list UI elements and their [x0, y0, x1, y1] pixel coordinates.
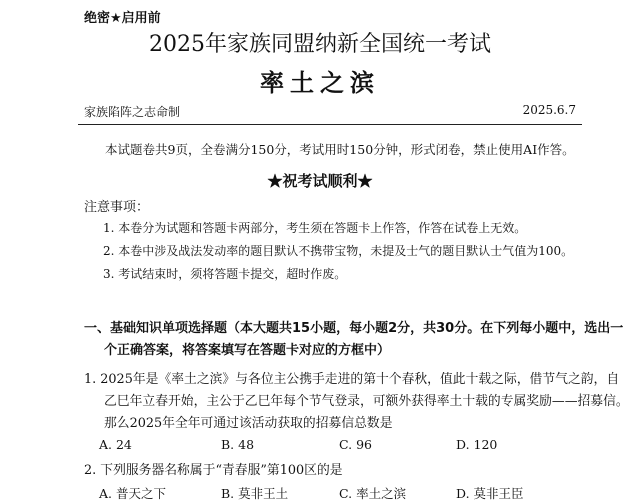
notice-item: 3. 考试结束时，须将答题卡提交，超时作废。	[103, 267, 347, 281]
question-2-option-b: B. 莫非王土	[221, 486, 289, 501]
author-line: 家族陷阵之志命制	[84, 105, 181, 119]
question-1-option-d: D. 120	[456, 437, 498, 452]
question-1-text: 那么2025年全年可通过该活动获取的招募信总数是	[104, 416, 393, 431]
question-2-option-c: C. 率土之滨	[339, 486, 407, 501]
exam-title: 2025年家族同盟纳新全国统一考试	[149, 32, 491, 57]
good-luck-banner: ★祝考试顺利★	[267, 172, 373, 190]
exam-date: 2025.6.7	[522, 103, 576, 117]
notice-item: 1. 本卷分为试题和答题卡两部分，考生须在答题卡上作答，作答在试卷上无效。	[103, 221, 527, 235]
question-1-option-a: A. 24	[99, 437, 132, 452]
section-heading: 一、基础知识单项选择题（本大题共15小题，每小题2分，共30分。在下列每小题中，选出一	[84, 321, 624, 336]
question-2-text: 2. 下列服务器名称属于“青春服”第100区的是	[84, 463, 343, 478]
intro-text: 本试题卷共9页，全卷满分150分，考试用时150分钟，形式闭卷，禁止使用AI作答。	[105, 142, 575, 157]
question-1-option-b: B. 48	[221, 437, 255, 452]
confidential-label: 绝密★启用前	[84, 11, 161, 26]
notice-item: 2. 本卷中涉及战法发动率的题目默认不携带宝物，未提及士气的题目默认士气值为100。	[103, 244, 574, 258]
question-2-option-a: A. 普天之下	[99, 486, 166, 501]
section-heading-cont: 个正确答案，将答案填写在答题卡对应的方框中）	[104, 343, 391, 358]
question-1-text: 1. 2025年是《率土之滨》与各位主公携手走进的第十个春秋，值此十载之际，借节气之韵，自	[84, 372, 620, 387]
header-divider	[78, 124, 582, 125]
exam-subtitle: 率土之滨	[260, 68, 380, 97]
question-1-option-c: C. 96	[339, 437, 372, 452]
question-1-text: 乙巳年立春开始，主公于乙巳年每个节气登录，可额外获得率土十载的专属奖励——招募信。	[104, 394, 629, 409]
question-2-option-d: D. 莫非王臣	[456, 486, 524, 501]
notice-title: 注意事项：	[84, 200, 150, 215]
